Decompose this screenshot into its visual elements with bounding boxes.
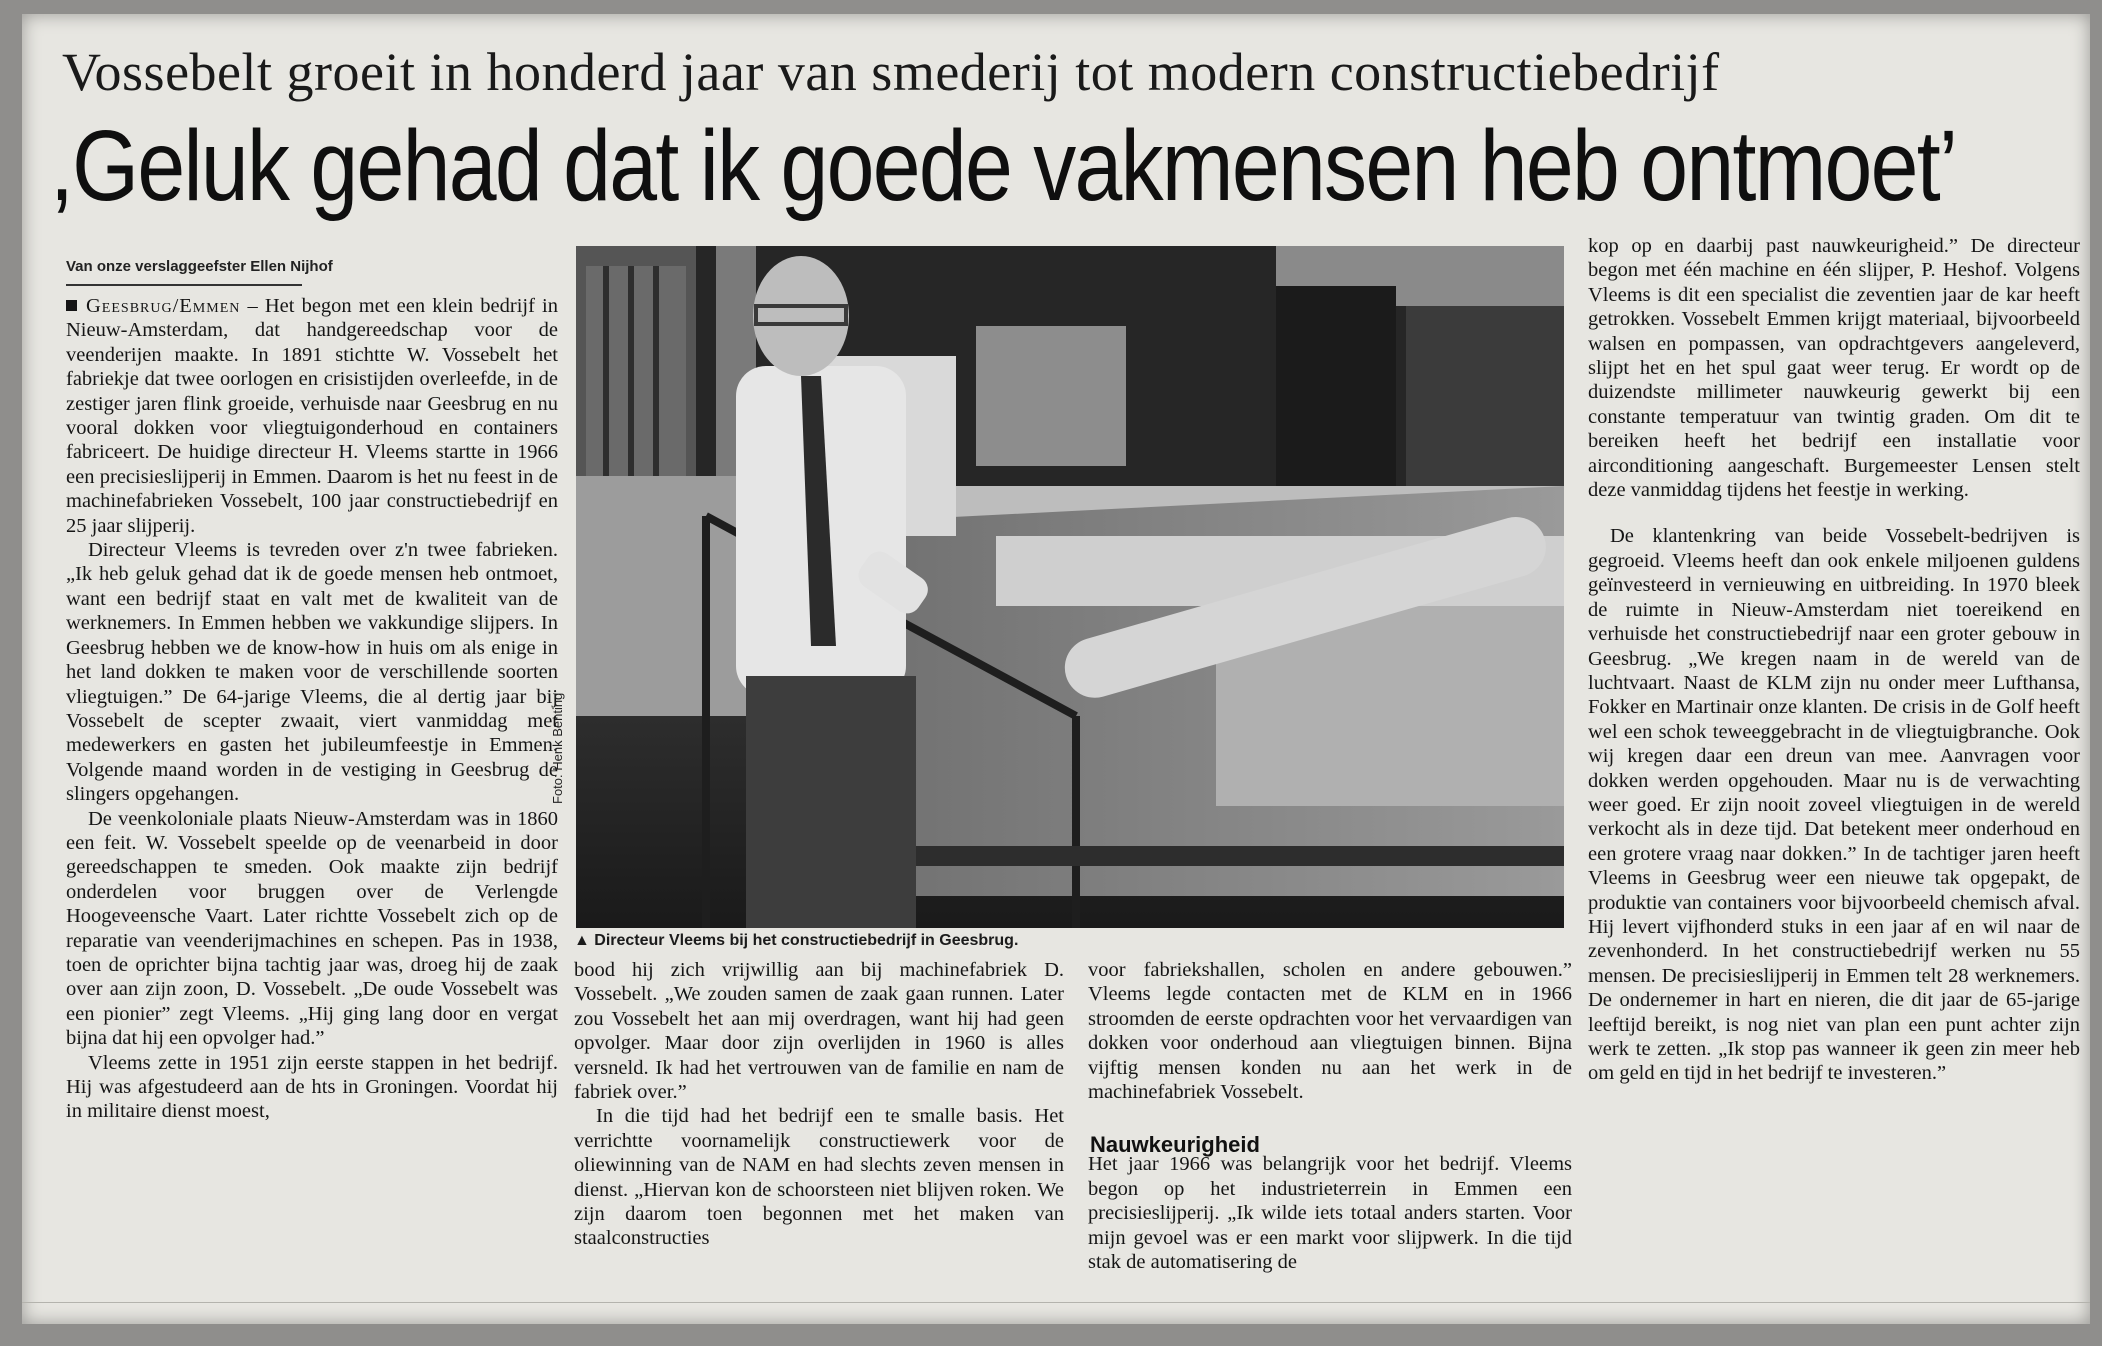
article-headline: ,Geluk gehad dat ik goede vakmensen heb ontmoet’ (50, 110, 1957, 222)
column-2 (574, 958, 1064, 1251)
byline-rule (66, 284, 302, 286)
photo-credit: Foto: Henk Benting (550, 692, 565, 804)
paragraph: De klantenkring van beide Vossebelt-bedrijven is gegroeid. Vleems heeft dan ook enkele miljoenen guldens geïnvesteerd in vernieuwing en uitbreiding. In 1970 bleek de ruimte in Nieuw-Amsterdam niet toereikend en verhuisde het constructiebedrijf naar een groter gebouw in Geesbrug. „We kregen naam in de wereld van de luchtvaart. Naast de KLM zijn nu onder meer Lufthansa, Fokker en Martinair onze klanten. De crisis in de Golf heeft wel een schok teweeggebracht in de vliegtuigbranche. Ook wij kregen daar een dreun van mee. Aanvragen voor dokken werden opgehouden. Maar nu is de verwachting weer goed. Er zijn nooit zoveel vliegtuigen in de wereld verkocht als in deze tijd. Dat betekent meer onderhoud en een grotere vraag naar dokken.” In de tachtiger jaren heeft Vleems in Geesbrug weer een nieuwe tak opgepakt, de produktie van containers voor bijvoorbeeld chemisch afval. Hij levert vijfhonderd stuks in een jaar af en wil naar de zevenhonderd. In het constructiebedrijf werken nu 55 mensen. De precisieslijperij in Emmen telt 28 werknemers. De ondernemer in hart en nieren, die dit jaar de 65-jarige leeftijd bereikt, is nog niet van plan een punt achter zijn werk te zetten. „Ik stop pas wanneer ik geen zin meer heb om geld en tijd in het bedrijf te investeren.” (1588, 525, 2080, 1085)
paragraph: De veenkoloniale plaats Nieuw-Amsterdam was in 1860 een feit. W. Vossebelt speelde op de veenarbeid in door gereedschappen te smeden. Ook maakte zijn bedrijf onderdelen voor bruggen over de Verlengde Hoogeveensche Vaart. Later richtte Vossebelt zich op de reparatie van veenderijmachines en schepen. Pas in 1938, toen de oprichter bijna tachtig jaar was, droeg hij de zaak over aan zijn zoon, D. Vossebelt. „De oude Vossebelt was een pionier” zegt Vleems. „Hij ging lang door en vergat bijna dat hij een opvolger had.” (66, 807, 558, 1050)
factory-photo-image (576, 246, 1564, 928)
paragraph: bood hij zich vrijwillig aan bij machinefabriek D. Vossebelt. „We zouden samen de zaak gaan runnen. Later zou Vossebelt het aan mij overdragen, want hij had geen opvolger. Maar door zijn overlijden in 1960 is alles versneld. Ik had het vertrouwen van de familie en nam de fabriek over.” (574, 959, 1064, 1104)
lead-text: – Het begon met een klein bedrijf in Nieuw-Amsterdam, dat handgereedschap voor de veenderijen maakte. In 1891 stichtte W. Vossebelt het fabriekje dat twee oorlogen en crisistijden overleefde, in de zestiger jaren flink groeide, verhuisde naar Geesbrug en nu vooral dokken voor vliegtuigonderhoud en containers fabriceert. De huidige directeur H. Vleems startte in 1966 een precisieslijperij in Emmen. Daarom is het nu feest in de machinefabrieken Vossebelt, 100 jaar constructiebedrijf en 25 jaar slijperij. (66, 295, 558, 537)
paragraph-gap (1588, 502, 2080, 524)
column-3 (1088, 958, 1572, 1274)
column-4 (1588, 234, 2080, 1086)
article-kicker: Vossebelt groeit in honderd jaar van smederij tot modern constructiebedrijf (62, 42, 1720, 102)
paragraph: Vleems zette in 1951 zijn eerste stappen in het bedrijf. Hij was afgestudeerd aan de hts in Groningen. Voordat hij in militaire dienst moest, (66, 1051, 558, 1123)
paragraph: kop op en daarbij past nauwkeurigheid.” De directeur begon met één machine en één slijper, P. Heshof. Volgens Vleems is dit een specialist die zeventien jaar de kar heeft getrokken. Vossebelt Emmen krijgt materiaal, bijvoorbeeld walsen en pompassen, van opdrachtgevers aangeleverd, slijpt het en het spul gaat weer terug. Er wordt op de duizendste millimeter nauwkeurig gewerkt bij een constante temperatuur van twintig graden. Om dit te bereiken heeft het bedrijf een installatie voor airconditioning aangeschaft. Burgemeester Lensen stelt deze vanmiddag tijdens het feestje in werking. (1588, 235, 2080, 502)
photo-caption: ▲ Directeur Vleems bij het constructiebedrijf in Geesbrug. (574, 932, 1019, 949)
paragraph: Het jaar 1966 was belangrijk voor het bedrijf. Vleems begon op het industrieterrein in Emmen een precisieslijperij. „Ik wilde iets totaal anders starten. Voor mijn gevoel was er een markt voor slijpwerk. In die tijd stak de automatisering de (1088, 1153, 1572, 1274)
paragraph: In die tijd had het bedrijf een te smalle basis. Het verrichtte voornamelijk constructiewerk voor de oliewinning van de NAM en had slechts zeven mensen in dienst. „Hiervan kon de schoorsteen niet blijven roken. We zijn daarom toen begonnen met het maken van staalconstructies (574, 1105, 1064, 1250)
section-subhead: Nauwkeurigheid (1090, 1132, 1260, 1157)
lead-paragraph (66, 294, 558, 538)
page-fold-line (22, 1302, 2090, 1303)
newspaper-page (22, 14, 2090, 1324)
byline: Van onze verslaggeefster Ellen Nijhof (66, 258, 333, 275)
article-photo (576, 246, 1564, 928)
column-1 (66, 294, 558, 1124)
paragraph: Directeur Vleems is tevreden over z'n twee fabrieken. „Ik heb geluk gehad dat ik de goede mensen heb ontmoet, want een bedrijf staat en valt met de kwaliteit van de werknemers. In Emmen hebben we vakkundige slijpers. In Geesbrug hebben we de know-how in huis om als enige in het land dokken te maken voor de verschillende soorten vliegtuigen.” De 64-jarige Vleems, die al dertig jaar bij Vossebelt de scepter zwaait, viert vanmiddag met medewerkers en gasten het jubileumfeestje in Emmen. Volgende maand worden in de vestiging in Geesbrug de slingers opgehangen. (66, 539, 558, 806)
dateline: Geesbrug/Emmen (86, 295, 241, 317)
paragraph: voor fabriekshallen, scholen en andere gebouwen.” Vleems legde contacten met de KLM en in 1966 stroomden de eerste opdrachten voor het vervaardigen van dokken voor onderhoud aan vliegtuigen binnen. Bijna vijftig mensen konden nu aan het werk in de machinefabriek Vossebelt. (1088, 959, 1572, 1104)
bullet-square-icon (66, 300, 77, 311)
